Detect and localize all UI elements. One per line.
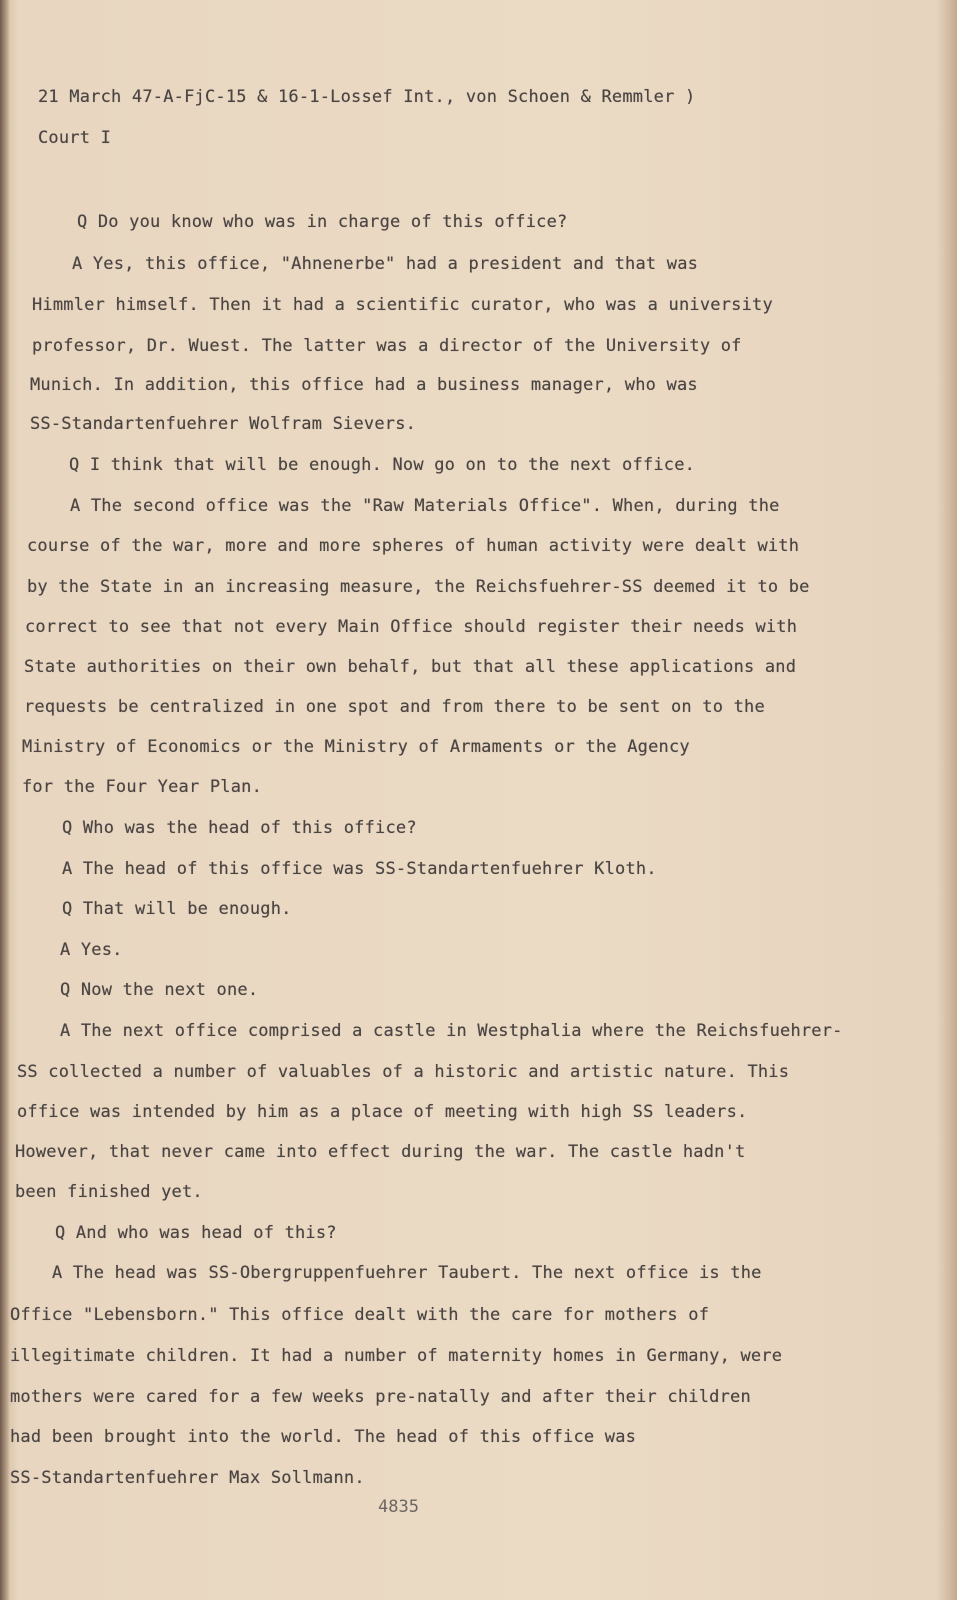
transcript-line: by the State in an increasing measure, the Reichsfuehrer-SS deemed it to be: [27, 577, 810, 597]
transcript-line: for the Four Year Plan.: [22, 777, 263, 797]
transcript-line: requests be centralized in one spot and from there to be sent on to the: [24, 697, 765, 717]
header-court: Court I: [38, 128, 112, 148]
transcript-line: Q Now the next one.: [60, 980, 259, 1000]
transcript-line: Himmler himself. Then it had a scientific curator, who was a university: [32, 295, 773, 315]
transcript-line: A Yes.: [60, 940, 123, 960]
transcript-line: Q Who was the head of this office?: [62, 818, 417, 838]
transcript-line: professor, Dr. Wuest. The latter was a director of the University of: [32, 336, 742, 356]
transcript-line: A The second office was the "Raw Materials Office". When, during the: [70, 496, 780, 516]
transcript-line: State authorities on their own behalf, but that all these applications and: [24, 657, 797, 677]
transcript-line: Q And who was head of this?: [55, 1223, 337, 1243]
transcript-line: Q Do you know who was in charge of this office?: [77, 212, 568, 232]
transcript-line: SS-Standartenfuehrer Max Sollmann.: [10, 1468, 365, 1488]
transcript-line: SS-Standartenfuehrer Wolfram Sievers.: [30, 414, 417, 434]
transcript-line: illegitimate children. It had a number of maternity homes in Germany, were: [10, 1346, 783, 1366]
page-left-edge-shadow: [0, 0, 10, 1600]
transcript-line: Munich. In addition, this office had a business manager, who was: [30, 375, 698, 395]
header-reference: 21 March 47-A-FjC-15 & 16-1-Lossef Int., von Schoen & Remmler ): [38, 87, 696, 107]
transcript-line: Q I think that will be enough. Now go on to the next office.: [69, 455, 696, 475]
transcript-line: correct to see that not every Main Office should register their needs with: [25, 617, 798, 637]
transcript-line: SS collected a number of valuables of a historic and artistic nature. This: [17, 1062, 790, 1082]
transcript-line: A The next office comprised a castle in Westphalia where the Reichsfuehrer-: [60, 1021, 843, 1041]
page-right-edge-shadow: [937, 0, 957, 1600]
transcript-line: been finished yet.: [15, 1182, 203, 1202]
transcript-line: A The head of this office was SS-Standartenfuehrer Kloth.: [62, 859, 657, 879]
transcript-line: Q That will be enough.: [62, 899, 292, 919]
transcript-line: had been brought into the world. The head of this office was: [10, 1427, 637, 1447]
transcript-line: Office "Lebensborn." This office dealt with the care for mothers of: [10, 1305, 710, 1325]
page-number: 4835: [378, 1497, 419, 1517]
transcript-line: course of the war, more and more spheres of human activity were dealt with: [27, 536, 800, 556]
transcript-line: office was intended by him as a place of meeting with high SS leaders.: [17, 1102, 748, 1122]
transcript-line: Ministry of Economics or the Ministry of Armaments or the Agency: [22, 737, 690, 757]
transcript-line: However, that never came into effect during the war. The castle hadn't: [15, 1142, 746, 1162]
transcript-line: A Yes, this office, "Ahnenerbe" had a president and that was: [72, 254, 699, 274]
transcript-line: A The head was SS-Obergruppenfuehrer Taubert. The next office is the: [52, 1263, 762, 1283]
transcript-line: mothers were cared for a few weeks pre-natally and after their children: [10, 1387, 751, 1407]
